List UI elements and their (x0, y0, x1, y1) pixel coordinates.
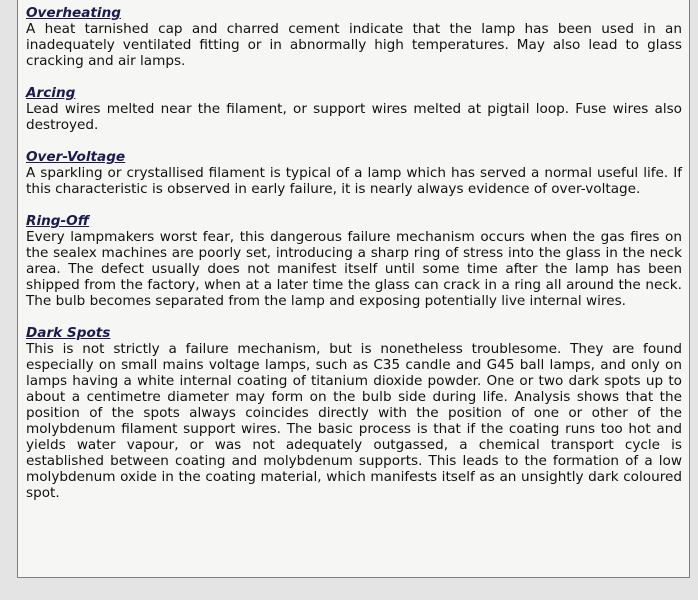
section-body: Lead wires melted near the filament, or support wires melted at pigtail loop. Fuse wires also destroyed. (26, 101, 682, 133)
page-bottom-area (0, 579, 698, 600)
section-over-voltage (26, 149, 682, 197)
section-heading: Overheating (26, 5, 121, 21)
section-body: This is not strictly a failure mechanism, but is nonetheless troublesome. They are found especially on small mains voltage lamps, such as C35 candle and G45 ball lamps, and only on lamps having a white internal coating of titanium dioxide powder. One or two dark spots up to about a centimetre diameter may form on the bulb side during life. Analysis shows that the position of the spots always coincides directly with the position of one or other of the molybdenum filament support wires. The basic process is that if the coating runs too hot and yields water vapour, or was not adequately outgassed, a chemical transport cycle is established between coating and molybdenum supports. This leads to the formation of a low molybdenum oxide in the coating material, which manifests itself as an unsightly dark coloured spot. (26, 341, 682, 501)
section-dark-spots (26, 325, 682, 501)
section-heading: Arcing (26, 85, 76, 101)
section-overheating (26, 5, 682, 69)
section-body: A sparkling or crystallised filament is typical of a lamp which has served a normal useful life. If this characteristic is observed in early failure, it is nearly always evidence of over-voltage. (26, 165, 682, 197)
section-ring-off (26, 213, 682, 309)
section-heading: Over-Voltage (26, 149, 126, 165)
section-body: A heat tarnished cap and charred cement indicate that the lamp has been used in an inadequately ventilated fitting or in abnormally high temperatures. May also lead to glass cracking and air lamps. (26, 21, 682, 69)
section-body: Every lampmakers worst fear, this dangerous failure mechanism occurs when the gas fires on the sealex machines are poorly set, introducing a sharp ring of stress into the glass in the neck area. The defect usually does not manifest itself until some time after the lamp has been shipped from the factory, when at a later time the glass can crack in a ring all around the neck. The bulb becomes separated from the lamp and exposing potentially live internal wires. (26, 229, 682, 309)
section-heading: Ring-Off (26, 213, 90, 229)
content-panel (17, 0, 690, 578)
section-heading: Dark Spots (26, 325, 111, 341)
section-arcing (26, 85, 682, 133)
